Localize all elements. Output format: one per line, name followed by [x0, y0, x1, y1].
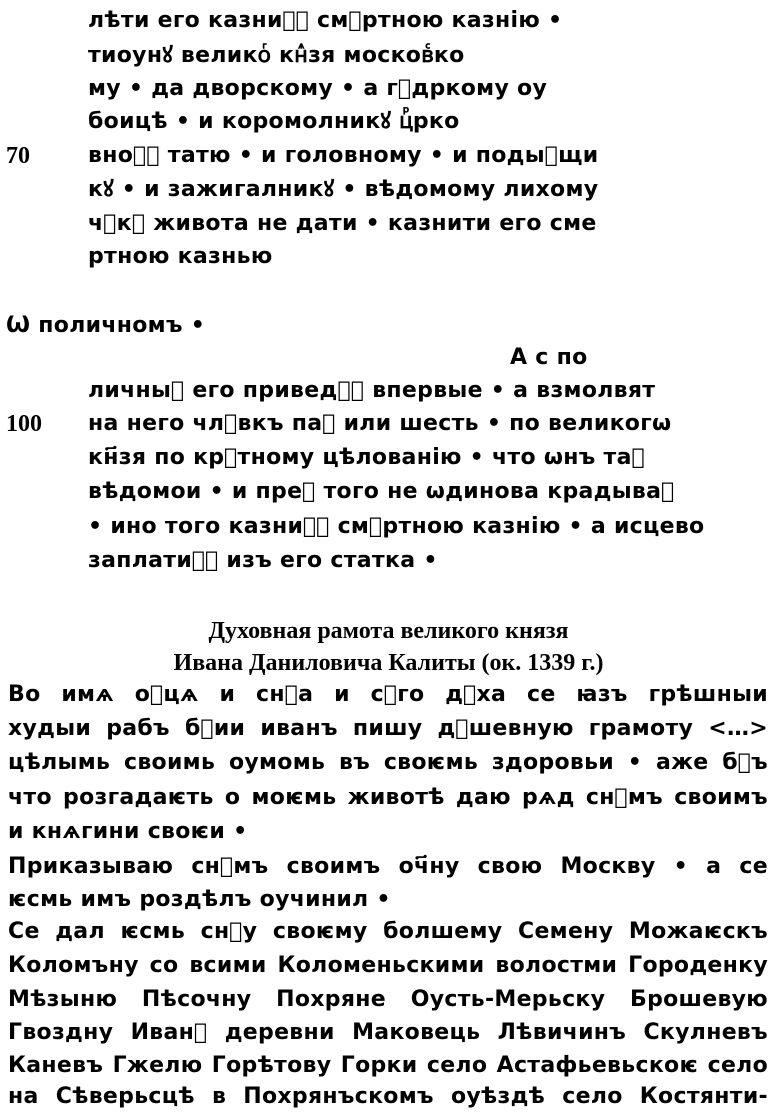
text-line: худыи рабъ бⷤии иванъ пишу дⷪшевную грамоту <…> [8, 716, 768, 741]
document-title: Духовная рамота великого князя [208, 618, 569, 644]
text-line: Во имѧ оⷮцѧ и снⷭа и сⷭго дⷯха се ꙗзъ грѣшныи [8, 682, 768, 707]
text-line: чⷧкꙋ живота не дати • казнити его сме [88, 211, 597, 236]
text-line: ртною казнью [88, 244, 273, 269]
text-line: заплатиⷮⷭ изъ его статка • [88, 548, 438, 573]
section-opening: А с по [510, 345, 588, 370]
text-line: лѣти его казниⷮⷭ смⷬртною казнiю • [88, 8, 563, 33]
text-line: вноⷨꙋ татю • и головному • и подыⷨщи [88, 143, 599, 168]
text-line: вѣдомои • и преⷤ того не ѡдинова крадываⷧ [88, 479, 675, 504]
text-line: боицѣ • и коромолникꙋ цⷬрко [88, 109, 460, 134]
text-line: Каневъ Гжелю Горѣтову Горки село Астафьевьскоѥ село [8, 1053, 768, 1078]
text-line: ѥсмь имъ роздѣлъ оучинил • [8, 887, 391, 912]
text-line: Мѣзыню Пѣсочну Похряне Оусть-Мерьску Брошевую [8, 987, 768, 1012]
text-line: • ино того казниⷮⷭ смⷬртною казнiю • а исцево [88, 514, 705, 539]
text-line: на него члⷡвкъ паⷮ или шесть • по великогѡ [88, 411, 672, 436]
text-line: что розгадаѥть о моѥмь животѣ даю рѧд снⷭмъ своимъ [8, 785, 768, 810]
text-line: Гвоздну Иванⷩ деревни Маковець Лѣвичинъ Скулневъ [8, 1020, 768, 1045]
section-heading: Ѡ поличномъ • [6, 313, 206, 338]
document-subtitle: Ивана Даниловича Калиты (ок. 1339 г.) [173, 650, 604, 676]
text-line: Се дал ѥсмь снⷭу своѥму болшему Семену Можаѥскъ [8, 919, 768, 944]
text-line: Коломъну со всими Коломеньскими волостми Городенку [8, 953, 768, 978]
text-line: и кнѧгини своѥи • [8, 819, 248, 844]
line-number: 70 [6, 143, 30, 169]
text-line: тиоунꙋ великоⷢ кнⷽзя московⷭко [88, 43, 465, 68]
text-line: му • да дворскому • а гⷭдркому оу [88, 76, 548, 101]
text-line: Приказываю снⷭмъ своимъ оч҃ну свою Москву • а се [8, 854, 768, 879]
text-line: на Сѣверьсцѣ в Похрянъскомъ оуѣздѣ село Костянти- [8, 1084, 768, 1109]
text-line: кꙋ • и зажигалникꙋ • вѣдомому лихому [88, 177, 599, 202]
text-line: цѣлымь своимь оумомь въ своѥмь здоровьи • аже бⷪъ [8, 750, 768, 775]
text-line: личныⷨ его приведꙋⷮ впервые • а взмолвят [88, 378, 656, 403]
line-number: 100 [6, 411, 42, 437]
text-line: кн҃зя по крⷭтному цѣлованiю • что ѡнъ таⷮ [88, 445, 645, 470]
